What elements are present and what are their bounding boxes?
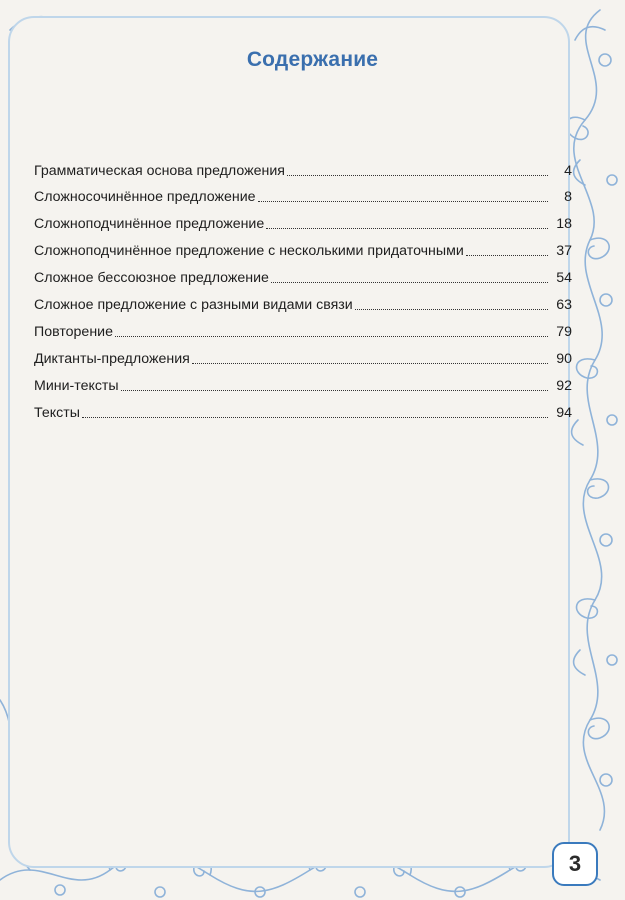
toc-leader-dots (82, 417, 548, 418)
toc-entry-title: Повторение (34, 324, 113, 340)
toc-entry[interactable] (34, 238, 572, 260)
toc-leader-dots (121, 390, 548, 391)
toc-entry-title: Сложноподчинённое предложение (34, 216, 265, 232)
toc-leader-dots (355, 309, 548, 310)
toc-leader-dots (115, 336, 548, 337)
toc-entry-title: Тексты (34, 405, 80, 421)
toc-entry-title: Сложное бессоюзное предложение (34, 270, 269, 286)
toc-entry-page: 37 (556, 243, 572, 259)
toc-entry-page: 90 (556, 351, 572, 367)
toc-entry-title: Сложносочинённое предложение (34, 189, 256, 205)
toc-entry-title: Сложноподчинённое предложение с несколькими придаточными (34, 243, 464, 259)
toc-entry[interactable] (34, 265, 572, 287)
toc-entry-page: 18 (556, 216, 572, 232)
page-frame (8, 16, 570, 868)
toc-entry-page: 63 (556, 297, 572, 313)
toc-entry[interactable] (34, 346, 572, 368)
toc-entry-title: Мини-тексты (34, 378, 119, 394)
toc-leader-dots (258, 201, 548, 202)
toc-leader-dots (271, 282, 548, 283)
toc-entry[interactable] (34, 400, 572, 422)
page-number-badge: 3 (552, 842, 598, 886)
toc-leader-dots (466, 255, 548, 256)
toc-entry[interactable] (34, 211, 572, 233)
toc-leader-dots (287, 175, 548, 176)
toc-entry-title: Сложное предложение с разными видами связи (34, 297, 353, 313)
toc-entry-title: Грамматическая основа предложения (34, 163, 285, 179)
toc-entry[interactable] (34, 158, 572, 180)
toc-entry-title: Диктанты-предложения (34, 351, 190, 367)
toc-entry-page: 79 (556, 324, 572, 340)
toc-entry-page: 92 (556, 378, 572, 394)
toc-entry[interactable] (34, 319, 572, 341)
toc-entry-page: 4 (564, 163, 572, 179)
toc-leader-dots (192, 363, 548, 364)
toc-entry-page: 94 (556, 405, 572, 421)
toc-entry-page: 8 (564, 189, 572, 205)
toc-entry-page: 54 (556, 270, 572, 286)
toc-leader-dots (266, 228, 548, 229)
toc-entry[interactable] (34, 184, 572, 206)
page-title: Содержание (246, 48, 379, 71)
toc-entry[interactable] (34, 292, 572, 314)
toc-entry[interactable] (34, 373, 572, 395)
